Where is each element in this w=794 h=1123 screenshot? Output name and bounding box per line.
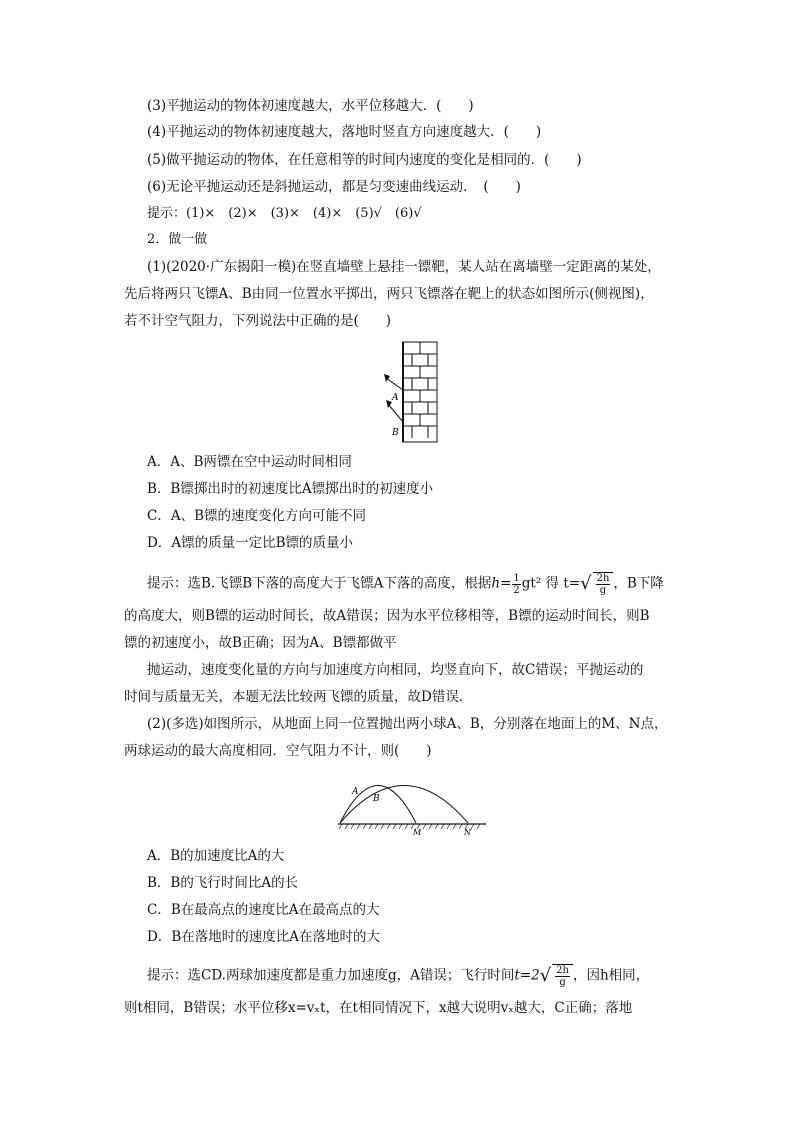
dart-wall-figure <box>378 338 440 446</box>
hint-1-line-2: 的高度大，则B镖的运动时间长，故A错误；因为水平位移相等，B镖的运动时间长，则B <box>124 608 650 624</box>
sqrt-fraction: $\frac{2h}{g}$ <box>596 573 610 596</box>
point-m-label: M <box>413 828 422 837</box>
point-n-label: N <box>464 828 471 837</box>
hint-2-line-2: 则t相同，B错误；水平位移x=vₓt，在t相同情况下，x越大说明vₓ越大，C正确；落地 <box>124 1000 633 1016</box>
hint-2-line-1: 提示：选CD.两球加速度都是重力加速度g，A错误；飞行时间t=2√ $\frac{2h}{g}$ ，因h相同， <box>147 965 650 988</box>
question-1-line-2: 先后将两只飞镖A、B由同一位置水平掷出，两只飞镖落在靶上的状态如图所示(侧视图)， <box>124 286 654 302</box>
statement-5: (5)做平抛运动的物体，在任意相等的时间内速度的变化是相同的．( ) <box>147 152 582 168</box>
option-2d: D．B在落地时的速度比A在落地时的大 <box>147 929 380 945</box>
hint-1-line-1: 提示：选B.飞镖B下落的高度大于飞镖A下落的高度，根据h= $\frac{1}{2}$ gt² 得 t=√ $\frac{2h}{g}$ ，B下降 <box>147 572 664 596</box>
statement-4: (4)平抛运动的物体初速度越大，落地时竖直方向速度越大．( ) <box>147 124 542 140</box>
question-1-line-3: 若不计空气阻力，下列说法中正确的是( ) <box>124 313 392 329</box>
question-2-line-1: (2)(多选)如图所示，从地面上同一位置抛出两小球A、B，分别落在地面上的M、N点， <box>147 716 668 732</box>
statement-3: (3)平抛运动的物体初速度越大，水平位移越大．( ) <box>147 98 474 114</box>
sqrt-fraction-2: $\frac{2h}{g}$ <box>556 965 569 988</box>
statement-6: (6)无论平抛运动还是斜抛运动，都是匀变速曲线运动． ( ) <box>147 179 521 195</box>
dart-b-label: B <box>392 428 399 438</box>
dart-a <box>384 374 403 390</box>
fraction-half: $\frac{1}{2}$ <box>513 572 520 596</box>
hint-1-line-4: 抛运动，速度变化量的方向与加速度方向相同，均竖直向下，故C错误；平抛运动的 <box>147 662 644 678</box>
trajectory-b <box>340 786 468 824</box>
option-2b: B．B的飞行时间比A的长 <box>147 875 299 891</box>
dart-b <box>386 400 403 422</box>
hint-1-line-5: 时间与质量无关，本题无法比较两飞镖的质量，故D错误． <box>124 689 473 705</box>
projectile-figure <box>338 768 488 837</box>
question-1-line-1: (1)(2020·广东揭阳一模)在竖直墙壁上悬挂一镖靶，某人站在离墙壁一定距离的某处， <box>147 259 661 275</box>
option-1a: A．A、B两镖在空中运动时间相同 <box>147 454 352 470</box>
option-1c: C．A、B镖的速度变化方向可能不同 <box>147 508 366 524</box>
answer-hint-1: 提示：(1)× (2)× (3)× (4)× (5)√ (6)√ <box>147 206 422 221</box>
section-title: 2．做一做 <box>147 232 208 247</box>
dart-a-label: A <box>392 393 399 403</box>
option-1b: B．B镖掷出时的初速度比A镖掷出时的初速度小 <box>147 481 434 497</box>
hint-1-line-3: 镖的初速度小，故B正确；因为A、B镖都做平 <box>124 635 397 651</box>
option-2a: A．B的加速度比A的大 <box>147 848 285 864</box>
option-2c: C．B在最高点的速度比A在最高点的大 <box>147 902 380 918</box>
option-1d: D．A镖的质量一定比B镖的质量小 <box>147 535 353 551</box>
ball-b-label: B <box>373 794 380 804</box>
ball-a-label: A <box>352 787 359 797</box>
question-2-line-2: 两球运动的最大高度相同．空气阻力不计，则( ) <box>124 743 432 759</box>
